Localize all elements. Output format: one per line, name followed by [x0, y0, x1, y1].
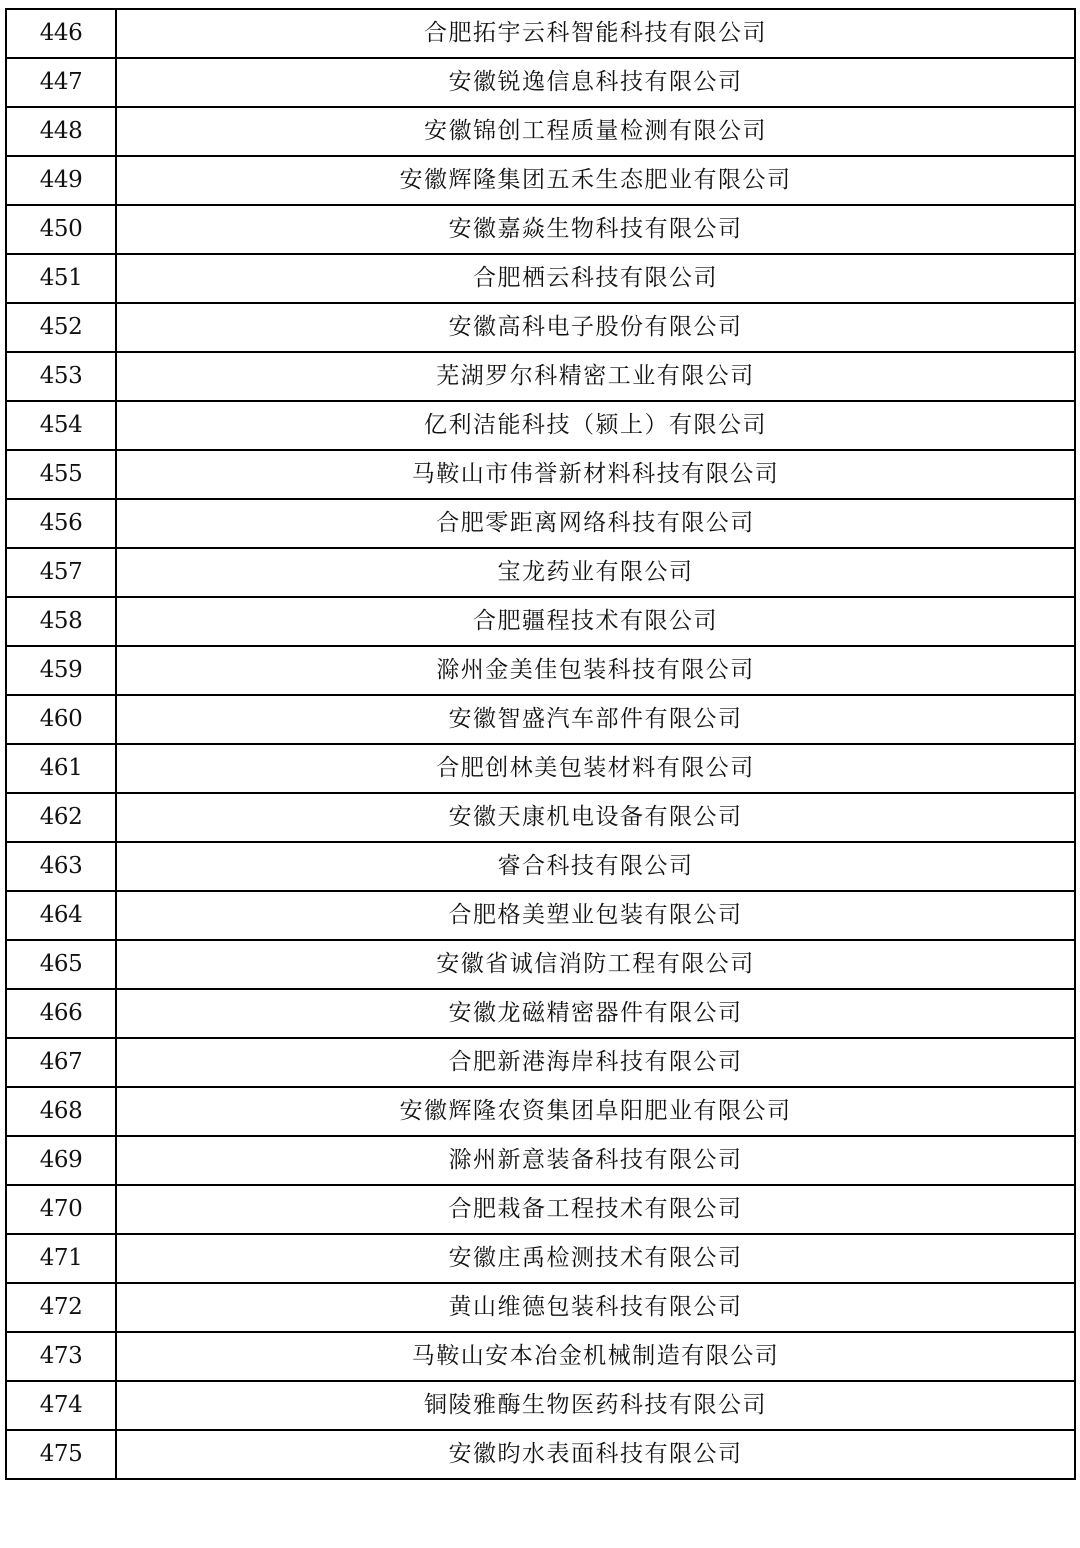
- row-index: 448: [6, 107, 116, 156]
- row-index: 475: [6, 1430, 116, 1479]
- row-index: 455: [6, 450, 116, 499]
- table-row: [6, 1381, 1075, 1430]
- row-index: 466: [6, 989, 116, 1038]
- table-row: [6, 891, 1075, 940]
- row-index: 461: [6, 744, 116, 793]
- table-row: [6, 793, 1075, 842]
- company-name: 安徽省诚信消防工程有限公司: [116, 940, 1075, 989]
- company-name: 宝龙药业有限公司: [116, 548, 1075, 597]
- table-row: [6, 450, 1075, 499]
- company-name: 安徽锐逸信息科技有限公司: [116, 58, 1075, 107]
- company-name: 睿合科技有限公司: [116, 842, 1075, 891]
- row-index: 474: [6, 1381, 116, 1430]
- table-row: [6, 58, 1075, 107]
- row-index: 464: [6, 891, 116, 940]
- table-row: [6, 1332, 1075, 1381]
- row-index: 468: [6, 1087, 116, 1136]
- row-index: 458: [6, 597, 116, 646]
- table-row: [6, 1136, 1075, 1185]
- table-row: [6, 107, 1075, 156]
- table-row: [6, 597, 1075, 646]
- row-index: 470: [6, 1185, 116, 1234]
- row-index: 449: [6, 156, 116, 205]
- company-name: 安徽昀水表面科技有限公司: [116, 1430, 1075, 1479]
- row-index: 454: [6, 401, 116, 450]
- row-index: 467: [6, 1038, 116, 1087]
- row-index: 451: [6, 254, 116, 303]
- table-row: [6, 352, 1075, 401]
- table-row: [6, 156, 1075, 205]
- company-name: 合肥栖云科技有限公司: [116, 254, 1075, 303]
- table-row: [6, 1185, 1075, 1234]
- row-index: 453: [6, 352, 116, 401]
- table-row: [6, 695, 1075, 744]
- table-row: [6, 499, 1075, 548]
- row-index: 473: [6, 1332, 116, 1381]
- row-index: 460: [6, 695, 116, 744]
- table-row: [6, 303, 1075, 352]
- company-name: 安徽高科电子股份有限公司: [116, 303, 1075, 352]
- row-index: 465: [6, 940, 116, 989]
- company-name: 亿利洁能科技（颍上）有限公司: [116, 401, 1075, 450]
- company-name: 安徽嘉焱生物科技有限公司: [116, 205, 1075, 254]
- table-row: [6, 205, 1075, 254]
- table-row: [6, 254, 1075, 303]
- row-index: 457: [6, 548, 116, 597]
- table-row: [6, 9, 1075, 58]
- table-row: [6, 1087, 1075, 1136]
- company-name: 合肥创林美包装材料有限公司: [116, 744, 1075, 793]
- company-name: 合肥零距离网络科技有限公司: [116, 499, 1075, 548]
- company-name: 合肥栽备工程技术有限公司: [116, 1185, 1075, 1234]
- company-name: 滁州新意装备科技有限公司: [116, 1136, 1075, 1185]
- row-index: 462: [6, 793, 116, 842]
- row-index: 452: [6, 303, 116, 352]
- row-index: 447: [6, 58, 116, 107]
- table-row: [6, 842, 1075, 891]
- company-name: 安徽庄禹检测技术有限公司: [116, 1234, 1075, 1283]
- company-name: 安徽龙磁精密器件有限公司: [116, 989, 1075, 1038]
- row-index: 450: [6, 205, 116, 254]
- company-name: 安徽辉隆集团五禾生态肥业有限公司: [116, 156, 1075, 205]
- row-index: 456: [6, 499, 116, 548]
- company-name: 马鞍山市伟誉新材料科技有限公司: [116, 450, 1075, 499]
- table-row: [6, 1283, 1075, 1332]
- company-name: 黄山维德包装科技有限公司: [116, 1283, 1075, 1332]
- company-name: 马鞍山安本冶金机械制造有限公司: [116, 1332, 1075, 1381]
- row-index: 471: [6, 1234, 116, 1283]
- table-row: [6, 401, 1075, 450]
- company-name: 安徽锦创工程质量检测有限公司: [116, 107, 1075, 156]
- row-index: 446: [6, 9, 116, 58]
- company-name: 合肥格美塑业包装有限公司: [116, 891, 1075, 940]
- table-row: [6, 1234, 1075, 1283]
- company-name: 合肥新港海岸科技有限公司: [116, 1038, 1075, 1087]
- company-name: 合肥拓宇云科智能科技有限公司: [116, 9, 1075, 58]
- company-name: 安徽天康机电设备有限公司: [116, 793, 1075, 842]
- row-index: 463: [6, 842, 116, 891]
- company-name: 安徽智盛汽车部件有限公司: [116, 695, 1075, 744]
- company-name: 安徽辉隆农资集团阜阳肥业有限公司: [116, 1087, 1075, 1136]
- row-index: 459: [6, 646, 116, 695]
- table-row: [6, 1430, 1075, 1479]
- table-body: [6, 9, 1075, 1479]
- company-name: 铜陵雅酶生物医药科技有限公司: [116, 1381, 1075, 1430]
- company-list-table: [5, 8, 1076, 1480]
- row-index: 472: [6, 1283, 116, 1332]
- company-name: 芜湖罗尔科精密工业有限公司: [116, 352, 1075, 401]
- row-index: 469: [6, 1136, 116, 1185]
- table-row: [6, 940, 1075, 989]
- company-name: 合肥疆程技术有限公司: [116, 597, 1075, 646]
- document-page: [5, 8, 1076, 1480]
- company-name: 滁州金美佳包装科技有限公司: [116, 646, 1075, 695]
- table-row: [6, 744, 1075, 793]
- table-row: [6, 646, 1075, 695]
- table-row: [6, 1038, 1075, 1087]
- table-row: [6, 548, 1075, 597]
- table-row: [6, 989, 1075, 1038]
